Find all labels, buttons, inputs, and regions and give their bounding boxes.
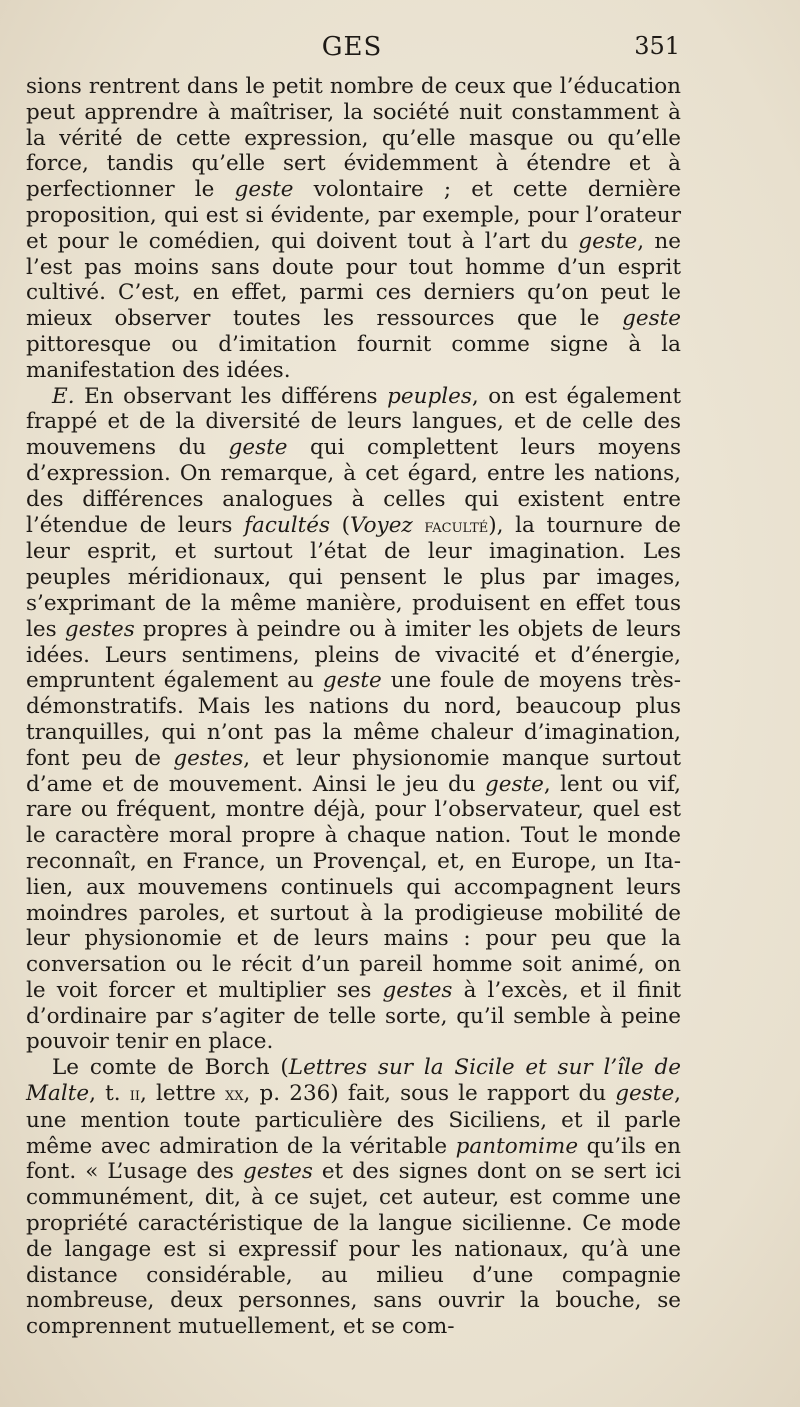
paragraph: [26, 384, 681, 1056]
italic-run: Lettres sur la Sicile et sur l’île de Malte: [26, 1055, 682, 1107]
text-run: sions rentrent dans le petit nombre de ceux que l’éducation peut apprendre à maîtriser, la société nuit constamment à la vérité de cette expression, qu’elle masque ou qu’elle force, tandis qu’elle sert évidemment à étendre et à perfectionner le: [26, 74, 681, 203]
text-run: En observant les différens: [74, 383, 388, 409]
italic-run: pantomime: [455, 1133, 579, 1159]
italic-run: geste: [485, 771, 544, 797]
italic-run: facultés: [244, 512, 331, 538]
text-run: pittoresque ou d’imitation fournit comme signe à la manifestation des idées.: [26, 331, 681, 383]
italic-run: peuples: [387, 383, 472, 409]
text-run: , et leur physionomie manque surtout d’ame et de mouvement. Ainsi le jeu du: [26, 745, 681, 797]
italic-run: geste: [615, 1081, 675, 1107]
text-run: qui complettent leurs moyens d’expression. On remarque, à cet égard, entre les nations, des différences analogues à celles qui existent entre l’étendue de leurs: [26, 435, 681, 538]
italic-run: geste: [622, 306, 681, 332]
paragraph: [26, 1055, 681, 1340]
text-run: à l’excès, et il finit d’ordinaire par s’agiter de telle sorte, qu’il semble à peine pouvoir tenir en place.: [26, 977, 681, 1055]
italic-run: gestes: [382, 977, 453, 1003]
italic-run: geste: [234, 177, 294, 203]
italic-run: geste: [578, 228, 638, 254]
text-run: Le comte de Borch (: [52, 1055, 289, 1081]
smallcaps-run: ii: [129, 1084, 140, 1106]
page-number: 351: [634, 32, 680, 60]
text-run: , lent ou vif, rare ou fréquent, montre déjà, pour l’observateur, quel est le caractère moral propre à chaque nation. Tout le monde reconnaît, en France, un Provençal, et, en Europe, un Italien, aux mouvemens continuels qui accompagnent leurs moindres paroles, et surtout à la prodigieuse mobilité de leur physionomie et de leurs mains : pour peu que la conversation ou le récit d’un pareil homme soit animé, on le voit forcer et multiplier ses: [26, 771, 681, 1003]
body-text: [26, 74, 681, 1340]
italic-run: gestes: [242, 1159, 313, 1185]
italic-run: E.: [52, 383, 75, 409]
text-run: , on est également frappé et de la diversité de leurs langues, et de celle des mouvemens du: [26, 383, 682, 461]
text-run: , p. 236) fait, sous le rapport du: [243, 1081, 616, 1107]
smallcaps-run: faculté: [424, 515, 489, 537]
paragraph: [26, 74, 681, 384]
text-run: (: [330, 512, 351, 538]
text-run: [413, 513, 425, 538]
text-run: une foule de moyens très-démonstratifs. Mais les nations du nord, beaucoup plus tranquilles, qui n’ont pas la même chaleur d’imagination, font peu de: [26, 668, 681, 771]
text-run: , ne l’est pas moins sans doute pour tout homme d’un esprit cultivé. C’est, en effet, parmi ces derniers qu’on peut le mieux observer toutes les ressources que le: [26, 228, 681, 332]
text-run: propres à peindre ou à imiter les objets de leurs idées. Leurs sentimens, pleins de vivacité et d’énergie, empruntent également au: [26, 616, 681, 694]
text-run: ), la tournure de leur esprit, et surtout l’état de leur imagination. Les peuples méridionaux, qui pensent le plus par images, s’exprimant de la même manière, produisent en effet tous les: [26, 512, 681, 642]
text-run: , lettre: [139, 1081, 226, 1107]
text-run: volontaire ; et cette dernière proposition, qui est si évidente, par exemple, pour l’orateur et pour le comédien, qui doivent tout à l’art du: [26, 177, 681, 254]
page-header: [24, 32, 680, 68]
italic-run: Voyez: [350, 512, 413, 538]
italic-run: gestes: [173, 745, 244, 771]
running-head: GES: [321, 32, 383, 62]
smallcaps-run: xx: [225, 1084, 244, 1106]
italic-run: geste: [228, 435, 288, 461]
text-run: qu’ils en font. « L’usage des: [26, 1133, 681, 1185]
italic-run: gestes: [64, 616, 135, 642]
text-run: , une mention toute particulière des Siciliens, et il parle même avec admiration de la véritable: [26, 1081, 682, 1159]
text-run: , t.: [89, 1081, 130, 1107]
italic-run: geste: [322, 668, 382, 694]
text-run: et des signes dont on se sert ici communément, dit, à ce sujet, cet auteur, est comme une propriété caractéristique de la langue sicilienne. Ce mode de langage est si expressif pour les nationaux, qu’à une distance considérable, au milieu d’une compagnie nombreuse, deux personnes, sans ouvrir la bouche, se comprennent mutuellement, et se com-: [26, 1159, 681, 1340]
